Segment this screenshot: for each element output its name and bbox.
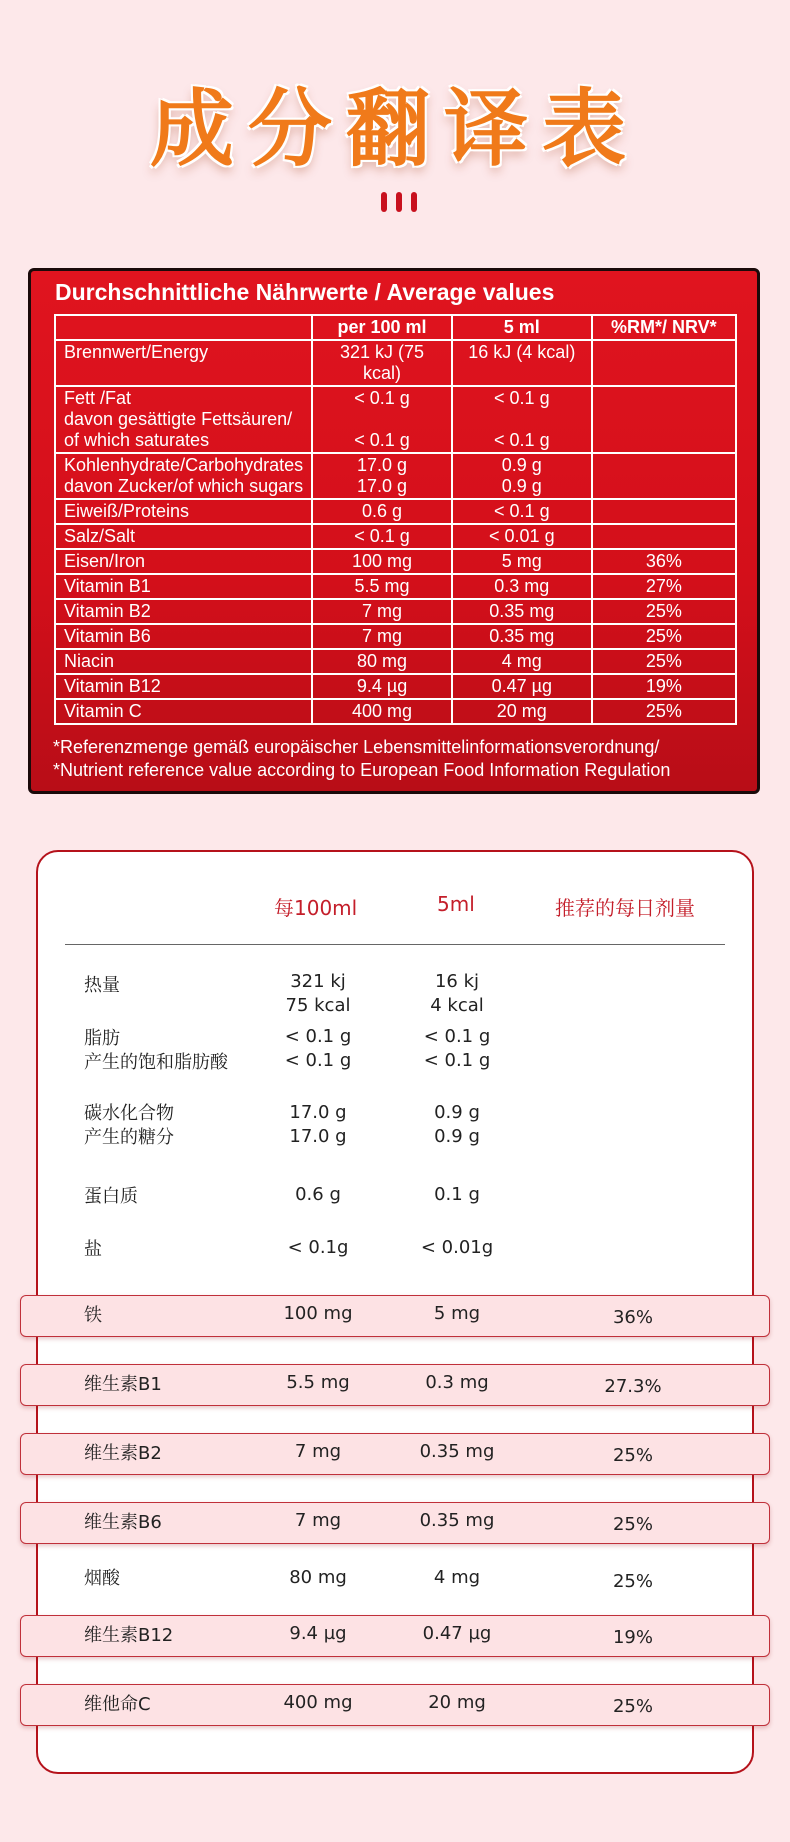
label-row	[55, 524, 736, 549]
label-cell: 25%	[592, 699, 736, 724]
cn-salt-v2: < 0.01g	[420, 1237, 494, 1258]
label-header-per100: per 100 ml	[312, 315, 452, 340]
cn-vit-name: 维生素B12	[84, 1625, 174, 1646]
cn-label: 脂肪	[84, 1028, 120, 1049]
cn-value: < 0.1 g	[423, 1050, 491, 1071]
cn-value: 17.0 g	[289, 1102, 347, 1123]
cn-carb-v1	[268, 1101, 368, 1149]
cn-protein-v1: 0.6 g	[295, 1184, 341, 1205]
label-header-per5: 5 ml	[452, 315, 592, 340]
cn-vit-name: 维生素B6	[84, 1512, 162, 1533]
page-title: 成分翻译表	[149, 80, 640, 178]
label-row-fat	[55, 386, 736, 453]
label-line: < 0.1 g	[494, 388, 550, 408]
cn-vit-v3: 36%	[612, 1307, 653, 1328]
cn-energy-v1	[268, 970, 368, 1018]
label-line: of which saturates	[64, 430, 210, 450]
nutrition-label-panel	[28, 268, 760, 794]
cn-vit-v1: 7 mg	[294, 1441, 342, 1462]
label-row	[55, 549, 736, 574]
cn-protein-v2: 0.1 g	[434, 1184, 480, 1205]
cn-value: 75 kcal	[285, 995, 351, 1016]
label-footnote	[53, 736, 670, 782]
footnote-line: *Nutrient reference value according to European Food Information Regulation	[53, 760, 671, 780]
label-header-row	[55, 315, 736, 340]
label-cell	[592, 499, 736, 524]
label-cell: 25%	[592, 599, 736, 624]
label-cell: < 0.1 g	[452, 499, 592, 524]
cn-label: 碳水化合物	[84, 1103, 174, 1124]
cn-vit-v3: 27.3%	[604, 1376, 662, 1397]
label-line: 17.0 g	[357, 476, 408, 496]
cn-vit-v3: 25%	[612, 1571, 653, 1592]
cn-salt-name: 盐	[84, 1239, 102, 1260]
cn-vit-v2: 20 mg	[428, 1692, 486, 1713]
label-cell: 4 mg	[452, 649, 592, 674]
divider-bar	[381, 192, 387, 212]
divider-bar	[396, 192, 402, 212]
cn-vit-v3: 25%	[612, 1696, 653, 1717]
cn-value: 321 kj	[290, 971, 346, 992]
cn-vit-v1: 9.4 µg	[289, 1623, 347, 1644]
label-cell	[452, 453, 592, 499]
label-cell: 0.35 mg	[452, 599, 592, 624]
label-cell	[55, 453, 312, 499]
cn-energy-v2	[407, 970, 507, 1018]
label-cell: 0.35 mg	[452, 624, 592, 649]
label-row-carb	[55, 453, 736, 499]
label-cell	[55, 386, 312, 453]
cn-label: 产生的糖分	[84, 1127, 174, 1148]
cn-fat-v1	[268, 1025, 368, 1073]
cn-value: 0.9 g	[434, 1102, 480, 1123]
cn-fat-name	[84, 1027, 228, 1075]
label-cell: 0.3 mg	[452, 574, 592, 599]
label-line: davon gesättigte Fettsäuren/	[64, 409, 293, 429]
label-table	[54, 314, 737, 725]
cn-value: < 0.1 g	[284, 1050, 352, 1071]
footnote-line: *Referenzmenge gemäß europäischer Lebensmittelinformationsverordnung/	[53, 737, 660, 757]
cn-value: < 0.1 g	[423, 1026, 491, 1047]
label-cell	[312, 453, 452, 499]
label-cell: 5 mg	[452, 549, 592, 574]
label-cell	[592, 386, 736, 453]
label-cell: Salz/Salt	[55, 524, 312, 549]
label-row	[55, 499, 736, 524]
title-divider-bars	[381, 192, 421, 214]
label-cell: 321 kJ (75 kcal)	[312, 340, 452, 386]
cn-value: 17.0 g	[289, 1126, 347, 1147]
label-line: < 0.1 g	[494, 430, 550, 450]
label-cell: 5.5 mg	[312, 574, 452, 599]
label-cell: 20 mg	[452, 699, 592, 724]
cn-vit-v1: 7 mg	[294, 1510, 342, 1531]
cn-value: < 0.1 g	[284, 1026, 352, 1047]
label-line: davon Zucker/of which sugars	[64, 476, 304, 496]
label-cell: Eiweiß/Proteins	[55, 499, 312, 524]
cn-vit-name: 烟酸	[84, 1568, 120, 1589]
divider-bar	[411, 192, 417, 212]
label-cell: 19%	[592, 674, 736, 699]
label-cell: 0.47 µg	[452, 674, 592, 699]
label-cell: 0.6 g	[312, 499, 452, 524]
cn-label: 产生的饱和脂肪酸	[84, 1052, 228, 1073]
label-cell: 9.4 µg	[312, 674, 452, 699]
label-cell: < 0.01 g	[452, 524, 592, 549]
label-row	[55, 649, 736, 674]
label-cell: 36%	[592, 549, 736, 574]
label-line: Fett /Fat	[64, 388, 132, 408]
label-cell: 80 mg	[312, 649, 452, 674]
label-cell: 27%	[592, 574, 736, 599]
cn-vit-name: 维生素B2	[84, 1443, 162, 1464]
cn-vit-v3: 25%	[612, 1445, 653, 1466]
label-cell: Brennwert/Energy	[55, 340, 312, 386]
cn-carb-name	[84, 1102, 174, 1150]
label-cell: 16 kJ (4 kcal)	[452, 340, 592, 386]
label-cell: 25%	[592, 649, 736, 674]
label-cell	[592, 453, 736, 499]
label-row-energy	[55, 340, 736, 386]
label-line: 0.9 g	[501, 476, 542, 496]
label-cell	[452, 386, 592, 453]
label-cell: Vitamin B12	[55, 674, 312, 699]
cn-vit-name: 铁	[84, 1305, 102, 1326]
label-line: 0.9 g	[501, 455, 542, 475]
cn-energy-name: 热量	[84, 975, 120, 996]
cn-vit-v2: 4 mg	[433, 1567, 481, 1588]
cn-vit-v2: 0.35 mg	[419, 1441, 495, 1462]
label-cell: Vitamin B1	[55, 574, 312, 599]
cn-vit-v3: 19%	[612, 1627, 653, 1648]
cn-carb-v2	[407, 1101, 507, 1149]
label-header-nrv: %RM*/ NRV*	[592, 315, 736, 340]
header-divider	[65, 944, 725, 945]
label-line: Kohlenhydrate/Carbohydrates	[64, 455, 304, 475]
label-line: < 0.1 g	[354, 388, 410, 408]
label-cell	[592, 340, 736, 386]
label-cell	[592, 524, 736, 549]
cn-vit-v1: 400 mg	[283, 1692, 353, 1713]
label-header-name	[55, 315, 312, 340]
cn-header-per100: 每100ml	[274, 896, 358, 920]
cn-value: 16 kj	[434, 971, 480, 992]
cn-vit-v2: 0.35 mg	[419, 1510, 495, 1531]
label-row	[55, 574, 736, 599]
cn-header-per5: 5ml	[437, 892, 475, 916]
label-cell: 25%	[592, 624, 736, 649]
label-row	[55, 674, 736, 699]
label-cell: 400 mg	[312, 699, 452, 724]
cn-vit-v2: 0.3 mg	[425, 1372, 489, 1393]
label-cell	[312, 386, 452, 453]
cn-vit-v3: 25%	[612, 1514, 653, 1535]
label-cell: Niacin	[55, 649, 312, 674]
label-cell: 7 mg	[312, 599, 452, 624]
label-cell: Vitamin B6	[55, 624, 312, 649]
cn-value: 0.9 g	[434, 1126, 480, 1147]
label-cell: Vitamin C	[55, 699, 312, 724]
label-row	[55, 624, 736, 649]
cn-value: 4 kcal	[430, 995, 484, 1016]
label-cell: Vitamin B2	[55, 599, 312, 624]
cn-vit-v1: 5.5 mg	[286, 1372, 350, 1393]
label-heading: Durchschnittliche Nährwerte / Average values	[55, 279, 555, 305]
cn-fat-v2	[407, 1025, 507, 1073]
cn-vit-v2: 5 mg	[433, 1303, 481, 1324]
cn-vit-v2: 0.47 µg	[422, 1623, 492, 1644]
label-line: 17.0 g	[357, 455, 408, 475]
label-cell: < 0.1 g	[312, 524, 452, 549]
label-cell: 7 mg	[312, 624, 452, 649]
cn-header-daily: 推荐的每日剂量	[555, 896, 695, 920]
label-cell: 100 mg	[312, 549, 452, 574]
cn-vit-name: 维他命C	[84, 1694, 151, 1715]
label-row	[55, 699, 736, 724]
cn-vit-v1: 100 mg	[283, 1303, 353, 1324]
label-cell: Eisen/Iron	[55, 549, 312, 574]
cn-vit-name: 维生素B1	[84, 1374, 162, 1395]
label-line: < 0.1 g	[354, 430, 410, 450]
cn-protein-name: 蛋白质	[84, 1186, 138, 1207]
cn-salt-v1: < 0.1g	[287, 1237, 349, 1258]
cn-vit-v1: 80 mg	[289, 1567, 347, 1588]
label-row	[55, 599, 736, 624]
